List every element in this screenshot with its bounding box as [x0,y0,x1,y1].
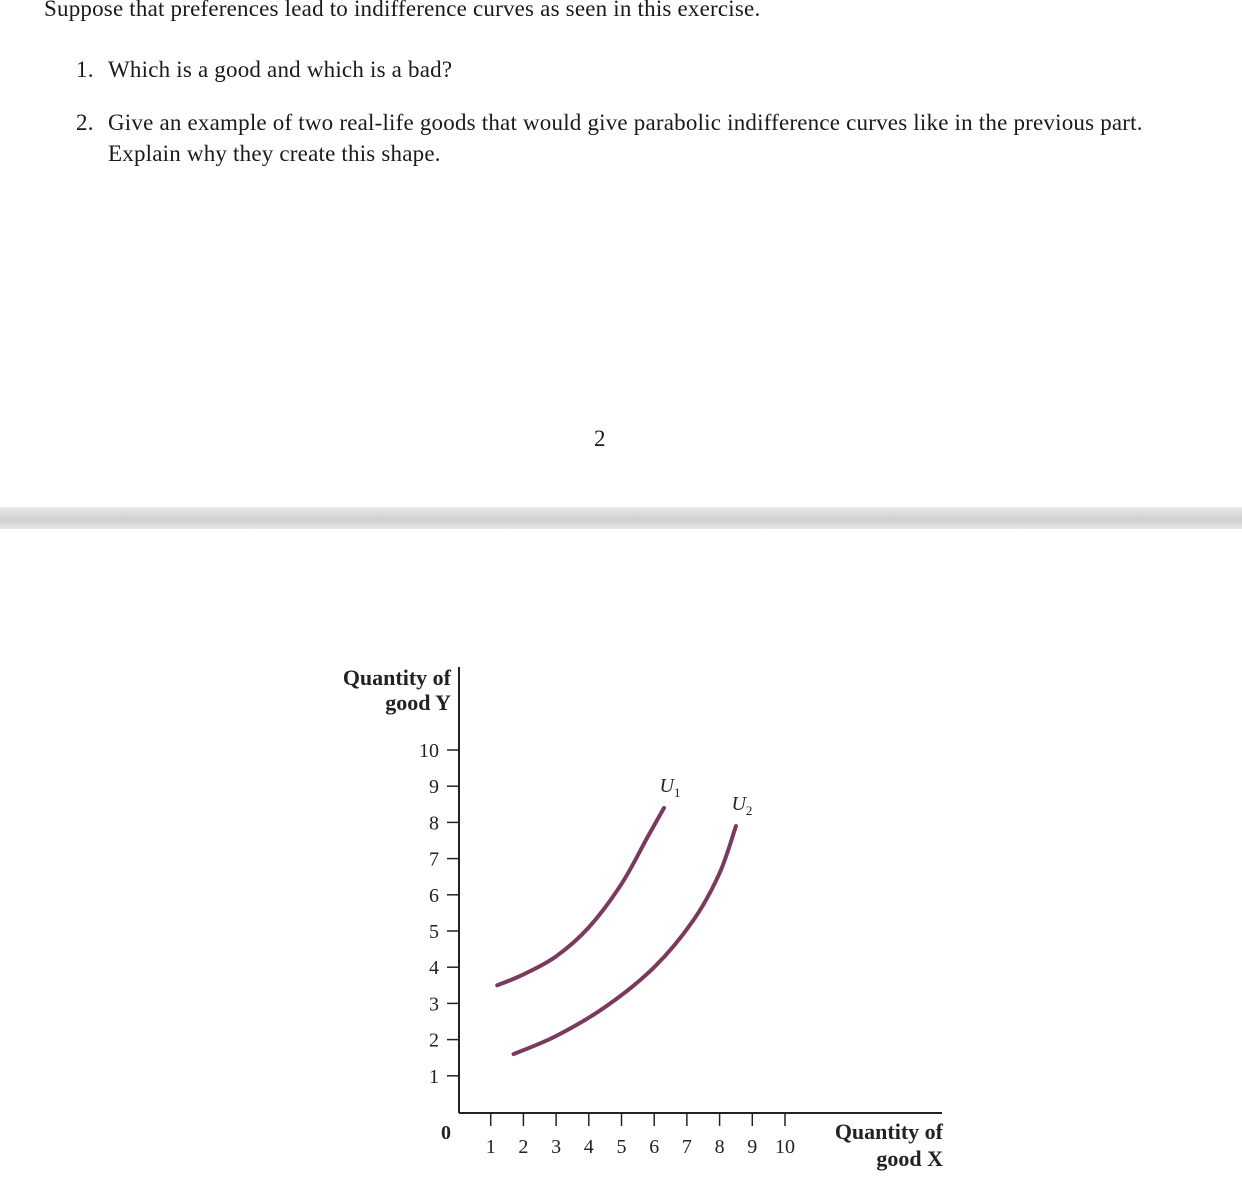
indifference-curve-u1 [497,808,664,985]
y-tick-label: 2 [429,1029,439,1052]
x-tick-label: 8 [714,1136,725,1158]
y-axis-label-line2: good Y [385,690,451,715]
y-tick-label: 4 [429,957,439,980]
x-ticks [486,1113,795,1158]
question-number: 2. [76,110,94,135]
y-tick-label: 9 [429,776,439,799]
indifference-curves [497,775,752,1054]
y-tick-label: 7 [429,848,439,871]
curve-label-u1: $U_1$ [659,774,681,800]
y-tick-label: 5 [429,921,439,943]
problem-page [0,0,1242,507]
x-tick-label: 1 [485,1136,496,1158]
question-item-2 [70,107,1180,169]
question-text: Give an example of two real-life goods that would give parabolic indifference curves like in the previous part. Explain why they create this shape. [108,110,1143,166]
y-axis-label-line1: Quantity of [342,665,451,690]
x-tick-label: 3 [551,1136,562,1158]
x-axis-label-line1: Quantity of [834,1119,943,1144]
x-tick-label: 2 [518,1136,529,1158]
y-tick-label: 3 [429,993,439,1016]
origin-label: 0 [441,1122,451,1144]
intro-text: Suppose that preferences lead to indifference curves as seen in this exercise. [44,0,761,21]
x-axis-label-line2: good X [876,1146,943,1171]
x-tick-label: 5 [616,1136,627,1158]
y-tick-label: 10 [419,740,439,762]
x-tick-label: 9 [747,1136,758,1158]
question-list [70,54,1180,191]
indifference-curve-figure [0,529,1242,1196]
question-item-1 [70,54,1180,85]
question-text: Which is a good and which is a bad? [108,57,453,82]
x-tick-label: 4 [583,1136,594,1158]
y-tick-label: 6 [429,884,439,907]
y-ticks [419,740,459,1088]
x-tick-label: 7 [681,1136,692,1158]
question-number: 1. [76,57,94,82]
page-number: 2 [594,426,606,451]
indifference-chart [0,529,1242,1196]
indifference-curve-u2 [514,826,736,1054]
page-separator [0,507,1242,529]
x-tick-label: 6 [649,1136,660,1158]
y-tick-label: 8 [429,812,439,835]
y-tick-label: 1 [429,1065,439,1088]
curve-label-u2: $U_2$ [731,793,753,819]
x-tick-label: 10 [775,1136,795,1158]
